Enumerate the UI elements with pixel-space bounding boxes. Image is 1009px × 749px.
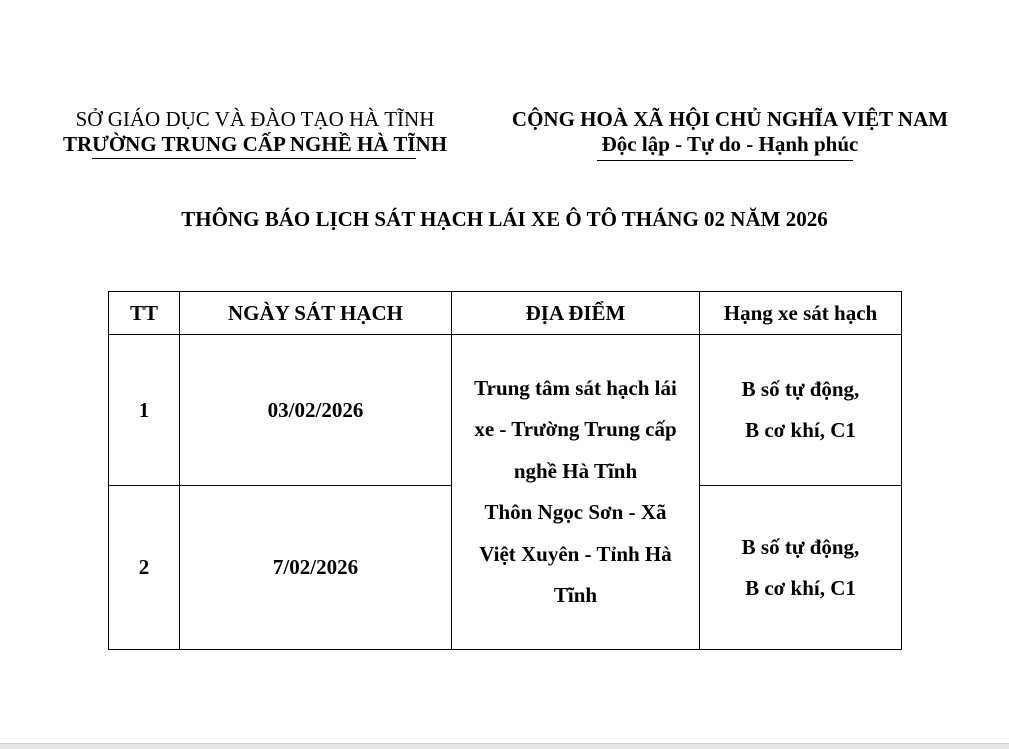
location-line: Trung tâm sát hạch lái	[474, 375, 677, 400]
location-line: Tĩnh	[553, 583, 598, 607]
location-line: nghề Hà Tĩnh	[513, 458, 638, 483]
exam-date: 7/02/2026	[180, 486, 452, 650]
school-name: TRƯỜNG TRUNG CẤP NGHỀ HÀ TĨNH	[62, 132, 448, 156]
location-line: Việt Xuyên - Tỉnh Hà	[479, 541, 672, 566]
department-name: SỞ GIÁO DỤC VÀ ĐÀO TẠO HÀ TĨNH	[75, 107, 435, 131]
vehicle-class-line: B số tự động,	[741, 377, 860, 401]
vehicle-class-line: B số tự động,	[741, 534, 860, 559]
country-name: CỘNG HOÀ XÃ HỘI CHỦ NGHĨA VIỆT NAM	[511, 107, 949, 131]
page-bottom-edge	[0, 743, 1009, 749]
header-right	[490, 107, 970, 157]
table-header-row	[109, 292, 902, 335]
row-number: 1	[109, 335, 180, 486]
header-left	[40, 107, 470, 157]
vehicle-class-line: B cơ khí, C1	[745, 418, 856, 442]
exam-schedule-table	[108, 291, 902, 650]
table-row	[109, 335, 902, 486]
exam-date: 03/02/2026	[180, 335, 452, 486]
location-line: xe - Trường Trung cấp	[474, 417, 677, 441]
location-line: Thôn Ngọc Sơn - Xã	[484, 500, 667, 524]
vehicle-class-line: B cơ khí, C1	[745, 575, 856, 600]
vehicle-classes	[700, 486, 902, 650]
document-title: THÔNG BÁO LỊCH SÁT HẠCH LÁI XE Ô TÔ THÁNG 02 NĂM 2026	[181, 207, 828, 231]
header-location: ĐỊA ĐIỂM	[452, 292, 700, 335]
header-vehicle-class: Hạng xe sát hạch	[700, 292, 902, 335]
vehicle-classes	[700, 335, 902, 486]
school-underline	[92, 158, 416, 159]
header-exam-date: NGÀY SÁT HẠCH	[180, 292, 452, 335]
national-motto: Độc lập - Tự do - Hạnh phúc	[601, 132, 859, 156]
exam-location	[452, 335, 700, 650]
motto-underline	[597, 160, 853, 161]
row-number: 2	[109, 486, 180, 650]
header-tt: TT	[109, 292, 180, 335]
